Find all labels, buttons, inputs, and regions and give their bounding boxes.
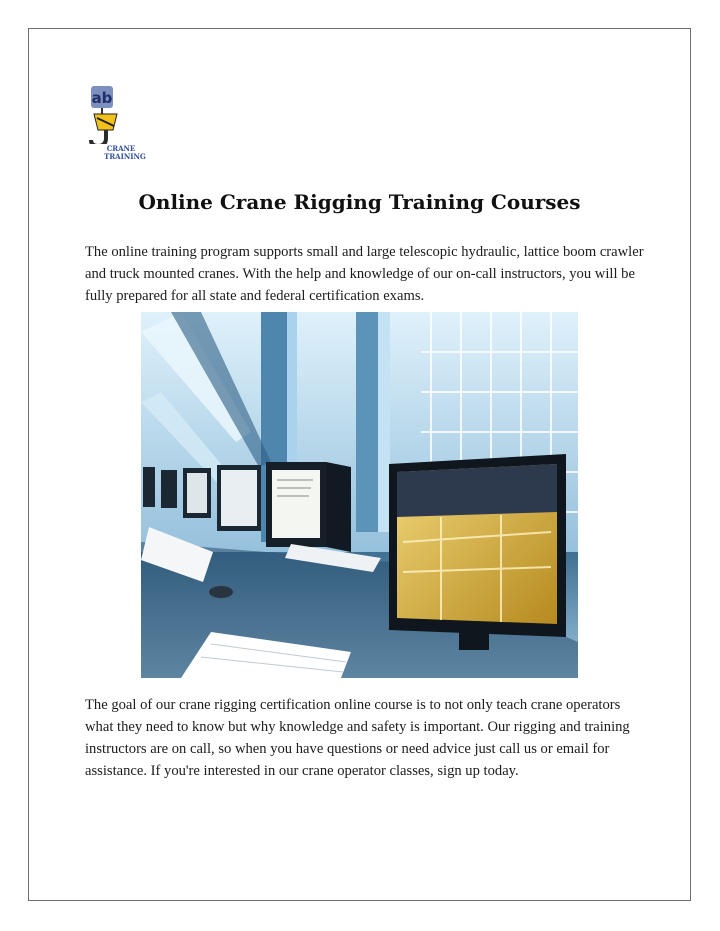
computer-lab-photo-icon (141, 312, 578, 678)
logo-word-crane: CRANE (106, 144, 136, 153)
computer-lab-photo (141, 312, 578, 678)
document-page (28, 28, 691, 901)
intro-paragraph: The online training program supports small and large telescopic hydraulic, lattice boom crawler and truck mounted cranes. With the help and knowledge of our on-call instructors, you will be fully prepared for all state and federal certification exams. (85, 244, 644, 304)
logo-mark: ab (91, 89, 113, 107)
crane-hook-logo-icon (87, 84, 167, 164)
page-title: Online Crane Rigging Training Courses (138, 190, 581, 214)
goal-paragraph: The goal of our crane rigging certification online course is to not only teach crane operators what they need to know but why knowledge and safety is important. Our rigging and training instructors are on call, so when you have questions or need advice just call us or email for assistance. If you're interested in our crane operator classes, sign up today. (85, 697, 630, 779)
logo-word-training: TRAINING (104, 152, 146, 161)
crane-training-logo (87, 84, 167, 164)
